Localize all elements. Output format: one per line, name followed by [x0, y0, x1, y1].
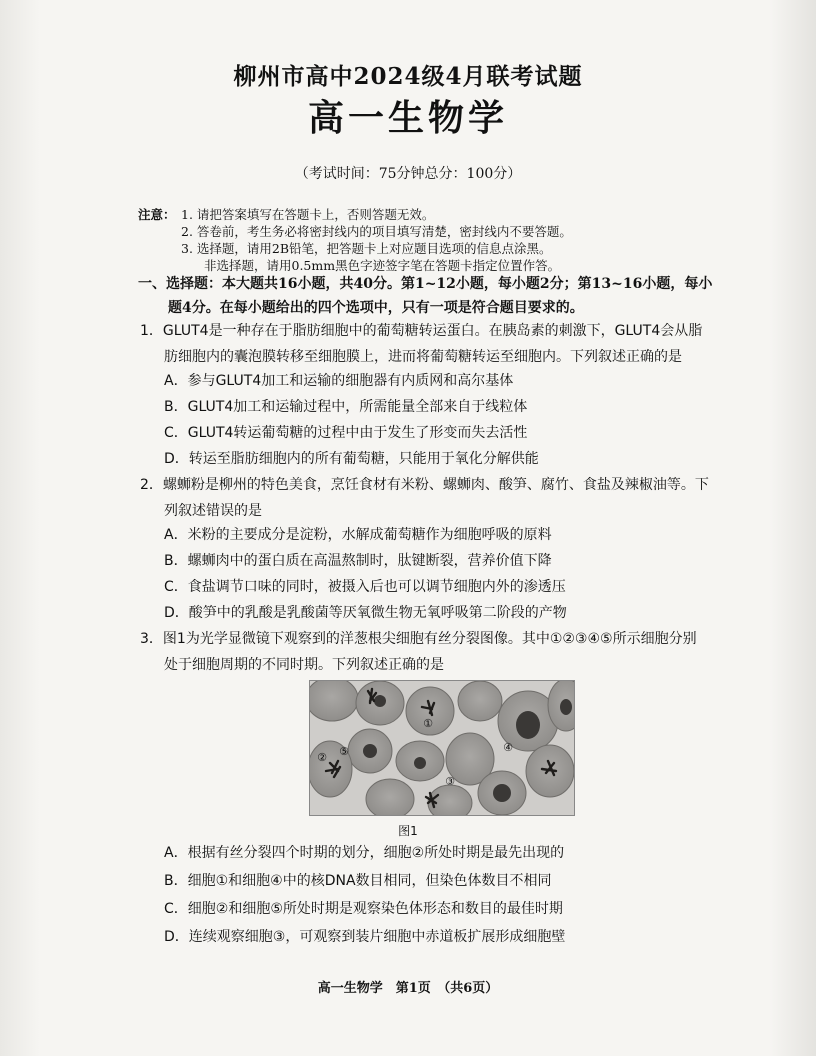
micrograph-figure — [309, 680, 575, 816]
cell-label-4: ④ — [503, 741, 513, 754]
option-1b: B．GLUT4加工和运输过程中，所需能量全部来自于线粒体 — [164, 399, 528, 415]
question-3 — [140, 626, 770, 678]
micrograph-image — [310, 681, 574, 815]
page-footer: 高一生物学 第1页 （共6页） — [317, 981, 499, 996]
notice-item: 2. 答卷前，考生务必将密封线内的项目填写清楚，密封线内不要答题。 — [181, 224, 572, 239]
notice-item: 非选择题，请用0.5mm黑色字迹签字笔在答题卡指定位置作答。 — [204, 258, 561, 273]
notice-block — [138, 206, 572, 274]
notice-label: 注意： — [138, 207, 176, 222]
cell-label-3: ③ — [445, 775, 455, 788]
question-stem-cont: 列叙述错误的是 — [164, 503, 262, 519]
question-stem: 3．图1为光学显微镜下观察到的洋葱根尖细胞有丝分裂图像。其中①②③④⑤所示细胞分别 — [140, 631, 697, 647]
notice-line-1 — [138, 206, 572, 223]
question-stem: 2．螺蛳粉是柳州的特色美食，烹饪食材有米粉、螺蛳肉、酸笋、腐竹、食盐及辣椒油等。下 — [140, 477, 709, 493]
option-1a: A．参与GLUT4加工和运输的细胞器有内质网和高尔基体 — [164, 373, 514, 389]
notice-item: 1. 请把答案填写在答题卡上，否则答题无效。 — [181, 207, 435, 222]
option-2b: B．螺蛳肉中的蛋白质在高温熬制时，肽键断裂，营养价值下降 — [164, 553, 552, 569]
question-2 — [140, 472, 770, 524]
section-line-2: 题4分。在每小题给出的四个选项中，只有一项是符合题目要求的。 — [168, 300, 584, 316]
exam-title: 柳州市高中2024级4月联考试题 — [233, 63, 583, 90]
option-3c: C．细胞②和细胞⑤所处时期是观察染色体形态和数目的最佳时期 — [164, 901, 563, 917]
cell-label-2: ② — [317, 751, 327, 764]
exam-info: （考试时间：75分钟总分：100分） — [294, 166, 522, 182]
figure-caption: 图1 — [398, 824, 418, 838]
question-stem-cont: 肪细胞内的囊泡膜转移至细胞膜上，进而将葡萄糖转运至细胞内。下列叙述正确的是 — [164, 349, 682, 365]
question-stem-cont: 处于细胞周期的不同时期。下列叙述正确的是 — [164, 657, 444, 673]
section-heading — [138, 272, 774, 320]
option-3a: A．根据有丝分裂四个时期的划分，细胞②所处时期是最先出现的 — [164, 845, 565, 861]
notice-item: 3. 选择题，请用2B铅笔，把答题卡上对应题目选项的信息点涂黑。 — [181, 241, 552, 256]
option-2c: C．食盐调节口味的同时，被摄入后也可以调节细胞内外的渗透压 — [164, 579, 566, 595]
option-1c: C．GLUT4转运葡萄糖的过程中由于发生了形变而失去活性 — [164, 425, 528, 441]
question-stem: 1．GLUT4是一种存在于脂肪细胞中的葡萄糖转运蛋白。在胰岛素的刺激下，GLUT4会从脂 — [140, 323, 703, 339]
option-3b: B．细胞①和细胞④中的核DNA数目相同，但染色体数目不相同 — [164, 873, 552, 889]
cell-label-1: ① — [423, 717, 433, 730]
section-line-1: 一、选择题：本大题共16小题，共40分。第1~12小题，每小题2分；第13~16小题，每小 — [138, 276, 713, 292]
question-1 — [140, 318, 770, 370]
option-2a: A．米粉的主要成分是淀粉，水解成葡萄糖作为细胞呼吸的原料 — [164, 527, 552, 543]
cell-label-5: ⑤ — [339, 745, 349, 758]
subject-title: 高一生物学 — [307, 97, 508, 139]
option-1d: D．转运至脂肪细胞内的所有葡萄糖，只能用于氧化分解供能 — [164, 451, 539, 467]
option-2d: D．酸笋中的乳酸是乳酸菌等厌氧微生物无氧呼吸第二阶段的产物 — [164, 605, 567, 621]
option-3d: D．连续观察细胞③，可观察到装片细胞中赤道板扩展形成细胞壁 — [164, 929, 566, 945]
